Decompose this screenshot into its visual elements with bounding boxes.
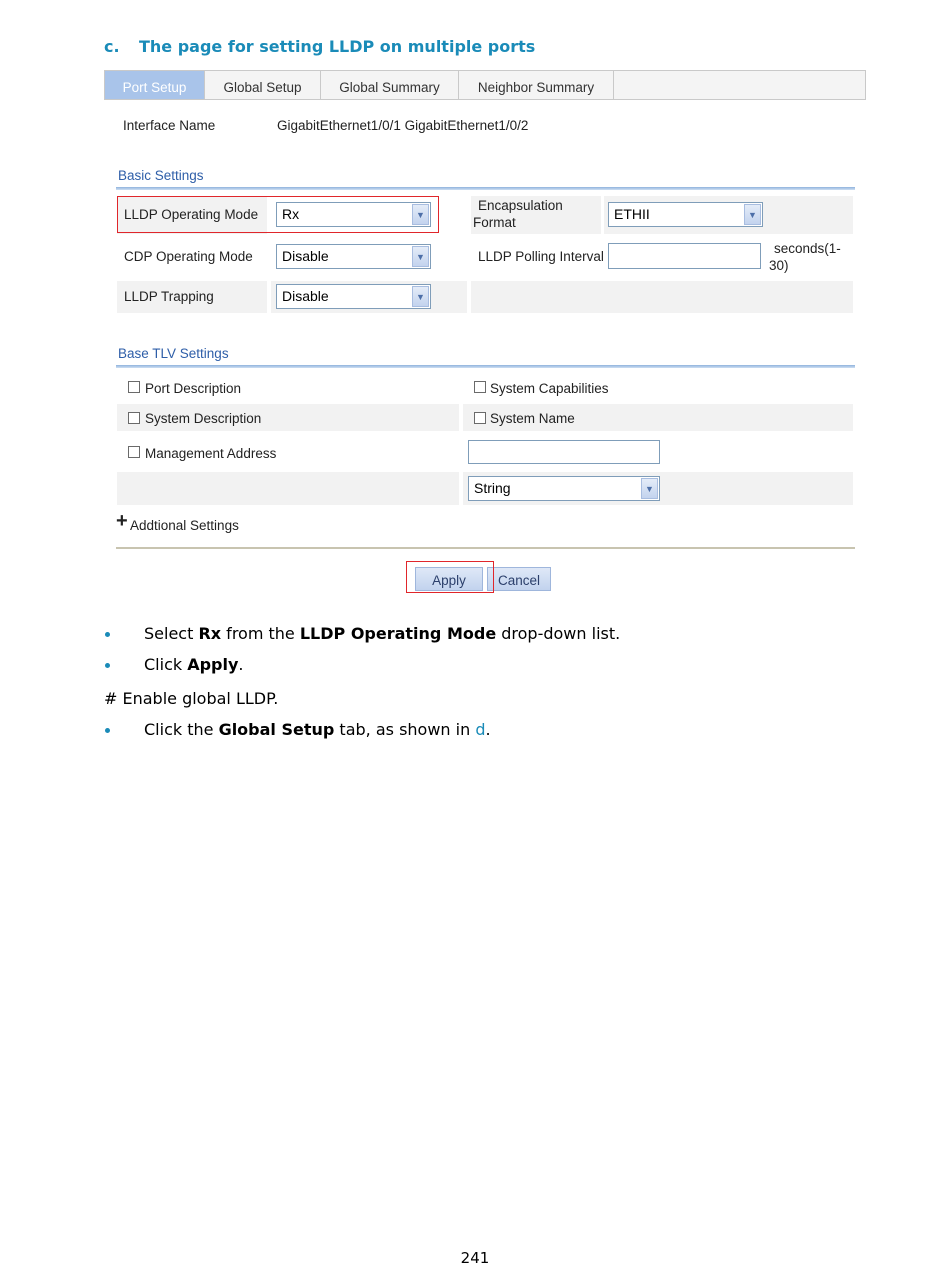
step-global-setup — [144, 720, 491, 739]
text: . — [238, 655, 244, 674]
bullet-icon — [105, 728, 110, 733]
additional-settings-link[interactable]: Addtional Settings — [130, 518, 239, 533]
bold-text: LLDP Operating Mode — [299, 624, 497, 643]
management-address-checkbox[interactable] — [128, 446, 140, 458]
lldp-trapping-label: LLDP Trapping — [124, 289, 214, 304]
chevron-down-icon: ▼ — [744, 204, 761, 225]
page-number: 241 — [460, 1249, 490, 1267]
tab-global-summary[interactable]: Global Summary — [321, 71, 459, 99]
lldp-polling-interval-label: LLDP Polling Interval — [478, 249, 604, 264]
cdp-operating-mode-label: CDP Operating Mode — [124, 249, 253, 264]
encapsulation-format-select[interactable] — [608, 202, 763, 227]
comment-enable-global-lldp: # Enable global LLDP. — [104, 689, 279, 708]
caption-label: c. — [104, 37, 120, 56]
bold-text: Global Setup — [218, 720, 335, 739]
expand-plus-icon[interactable]: + — [116, 510, 128, 532]
lldp-operating-mode-label: LLDP Operating Mode — [124, 207, 259, 222]
text: drop-down list. — [496, 624, 621, 643]
chevron-down-icon: ▼ — [412, 286, 429, 307]
management-address-label: Management Address — [145, 446, 277, 461]
chevron-down-icon: ▼ — [412, 246, 429, 267]
figure-link[interactable]: d — [475, 720, 486, 739]
step-select-rx — [144, 624, 620, 643]
lldp-trapping-select[interactable] — [276, 284, 431, 309]
encapsulation-format-label: Format — [473, 215, 516, 230]
tlv-settings-divider — [116, 365, 855, 368]
tab-bar — [104, 70, 866, 100]
lldp-operating-mode-select[interactable] — [276, 202, 431, 227]
apply-button[interactable]: Apply — [415, 567, 483, 591]
system-capabilities-label: System Capabilities — [490, 381, 609, 396]
cdp-operating-mode-value: Disable — [282, 248, 329, 264]
bold-text: Rx — [198, 624, 222, 643]
interface-name-value: GigabitEthernet1/0/1 GigabitEthernet1/0/2 — [277, 118, 529, 133]
row-band — [117, 472, 459, 505]
bullet-icon — [105, 663, 110, 668]
system-name-label: System Name — [490, 411, 575, 426]
address-type-value: String — [474, 480, 511, 496]
cdp-operating-mode-select[interactable] — [276, 244, 431, 269]
apply-highlight — [406, 561, 494, 593]
cancel-button[interactable]: Cancel — [487, 567, 551, 591]
port-description-label: Port Description — [145, 381, 242, 396]
system-description-checkbox[interactable] — [128, 412, 140, 424]
polling-unit-range: 30) — [769, 258, 789, 273]
tlv-settings-title: Base TLV Settings — [118, 346, 229, 361]
text: from the — [221, 624, 300, 643]
lldp-polling-interval-input[interactable] — [608, 243, 761, 269]
text: Click — [144, 655, 188, 674]
chevron-down-icon: ▼ — [641, 478, 658, 499]
system-description-label: System Description — [145, 411, 262, 426]
bullet-icon — [105, 632, 110, 637]
section-divider — [116, 547, 855, 549]
system-name-checkbox[interactable] — [474, 412, 486, 424]
step-click-apply — [144, 655, 244, 674]
port-description-checkbox[interactable] — [128, 381, 140, 393]
text: tab, as shown in — [334, 720, 476, 739]
basic-settings-title: Basic Settings — [118, 168, 204, 183]
system-capabilities-checkbox[interactable] — [474, 381, 486, 393]
bold-text: Apply — [187, 655, 239, 674]
lldp-trapping-value: Disable — [282, 288, 329, 304]
text: . — [485, 720, 491, 739]
tab-port-setup[interactable]: Port Setup — [105, 71, 205, 99]
row-band — [471, 281, 853, 313]
management-address-input[interactable] — [468, 440, 660, 464]
tab-global-setup[interactable]: Global Setup — [205, 71, 321, 99]
text: Click the — [144, 720, 219, 739]
interface-name-label: Interface Name — [123, 118, 216, 133]
text: Select — [144, 624, 199, 643]
tab-neighbor-summary[interactable]: Neighbor Summary — [459, 71, 614, 99]
encapsulation-format-value: ETHII — [614, 206, 650, 222]
chevron-down-icon: ▼ — [412, 204, 429, 225]
caption-title: The page for setting LLDP on multiple ports — [139, 37, 536, 56]
address-type-select[interactable] — [468, 476, 660, 501]
figure-caption — [104, 37, 535, 56]
encapsulation-label: Encapsulation — [478, 198, 563, 213]
lldp-operating-mode-value: Rx — [282, 206, 300, 222]
basic-settings-divider — [116, 187, 855, 190]
polling-unit-label: seconds(1- — [774, 241, 841, 256]
